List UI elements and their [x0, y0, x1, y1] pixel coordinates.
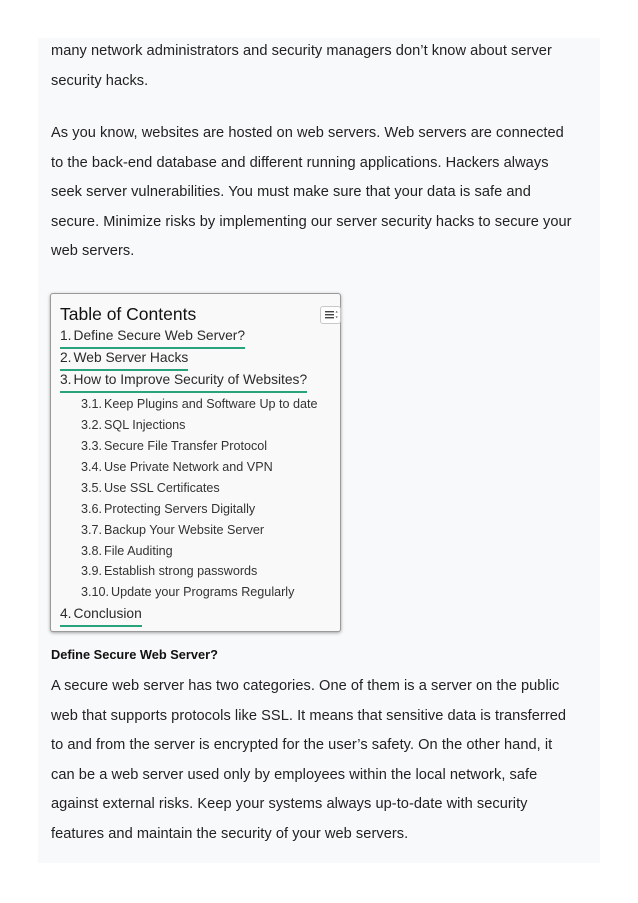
toc-item-number: 3.5. — [81, 481, 103, 495]
toc-item-number: 3.6. — [81, 502, 103, 516]
toc-item-label: File Auditing — [104, 544, 173, 558]
toc-item-define-secure-web-server[interactable] — [60, 327, 245, 349]
toc-item-ssl-certificates[interactable] — [81, 480, 220, 497]
toc-item-number: 3.8. — [81, 544, 103, 558]
toc-item-number: 3.10. — [81, 585, 110, 599]
document-page — [38, 38, 600, 863]
toc-toggle-button[interactable] — [320, 306, 341, 324]
paragraph-line: security hacks. — [51, 72, 149, 89]
toc-item-label: Use SSL Certificates — [104, 481, 220, 495]
toc-item-label: Use Private Network and VPN — [104, 460, 273, 474]
toc-item-conclusion[interactable] — [60, 605, 142, 627]
toc-item-label: Conclusion — [73, 606, 142, 621]
paragraph-line: to the back-end database and different running applications. Hackers always — [51, 154, 549, 171]
toc-item-private-network[interactable] — [81, 459, 273, 476]
toc-item-label: Keep Plugins and Software Up to date — [104, 397, 318, 411]
section-heading: Define Secure Web Server? — [51, 647, 218, 662]
toc-item-label: Establish strong passwords — [104, 564, 258, 578]
list-toggle-icon — [321, 307, 340, 323]
toc-item-number: 1. — [60, 328, 72, 343]
toc-item-protecting-servers[interactable] — [81, 501, 255, 518]
paragraph-line: many network administrators and security managers don’t know about server — [51, 43, 552, 59]
toc-item-file-auditing[interactable] — [81, 543, 173, 560]
toc-item-backup-server[interactable] — [81, 522, 264, 539]
toc-item-secure-ftp[interactable] — [81, 438, 267, 455]
intro-paragraph — [51, 37, 591, 96]
toc-item-number: 3.7. — [81, 523, 103, 537]
toc-item-keep-plugins[interactable] — [81, 396, 318, 413]
toc-item-label: How to Improve Security of Websites? — [73, 372, 308, 387]
paragraph-line: A secure web server has two categories. One of them is a server on the public — [51, 678, 560, 694]
toc-item-number: 4. — [60, 606, 72, 621]
toc-item-strong-passwords[interactable] — [81, 563, 257, 580]
toc-item-number: 2. — [60, 350, 72, 365]
toc-item-label: SQL Injections — [104, 418, 186, 432]
web-servers-paragraph — [51, 119, 591, 267]
toc-item-web-server-hacks[interactable] — [60, 349, 188, 371]
toc-item-label: Backup Your Website Server — [104, 523, 265, 537]
toc-item-update-programs[interactable] — [81, 584, 294, 601]
toc-item-label: Update your Programs Regularly — [111, 585, 295, 599]
toc-item-sql-injections[interactable] — [81, 417, 185, 434]
paragraph-line: secure. Minimize risks by implementing our server security hacks to secure your — [51, 213, 572, 230]
paragraph-line: As you know, websites are hosted on web servers. Web servers are connected — [51, 125, 564, 141]
paragraph-line: to and from the server is encrypted for the user’s safety. On the other hand, it — [51, 737, 553, 753]
toc-item-label: Define Secure Web Server? — [73, 328, 246, 343]
secure-web-server-paragraph — [51, 672, 591, 849]
toc-item-number: 3.3. — [81, 439, 103, 453]
toc-item-number: 3.4. — [81, 460, 103, 474]
table-of-contents — [50, 293, 341, 632]
paragraph-line: features and maintain the security of your web servers. — [51, 825, 409, 842]
paragraph-line: seek server vulnerabilities. You must make sure that your data is safe and — [51, 184, 531, 200]
toc-item-improve-security[interactable] — [60, 371, 307, 393]
toc-item-label: Protecting Servers Digitally — [104, 502, 256, 516]
paragraph-line: against external risks. Keep your systems always up-to-date with security — [51, 796, 528, 812]
toc-item-label: Secure File Transfer Protocol — [104, 439, 268, 453]
toc-item-number: 3.9. — [81, 564, 103, 578]
toc-item-number: 3.2. — [81, 418, 103, 432]
paragraph-line: web that supports protocols like SSL. It means that sensitive data is transferred — [51, 707, 567, 724]
toc-item-number: 3. — [60, 372, 72, 387]
paragraph-line: can be a web server used only by employees within the local network, safe — [51, 766, 538, 783]
toc-item-number: 3.1. — [81, 397, 103, 411]
toc-item-label: Web Server Hacks — [73, 350, 189, 365]
paragraph-line: web servers. — [51, 243, 135, 259]
toc-title: Table of Contents — [60, 304, 197, 324]
